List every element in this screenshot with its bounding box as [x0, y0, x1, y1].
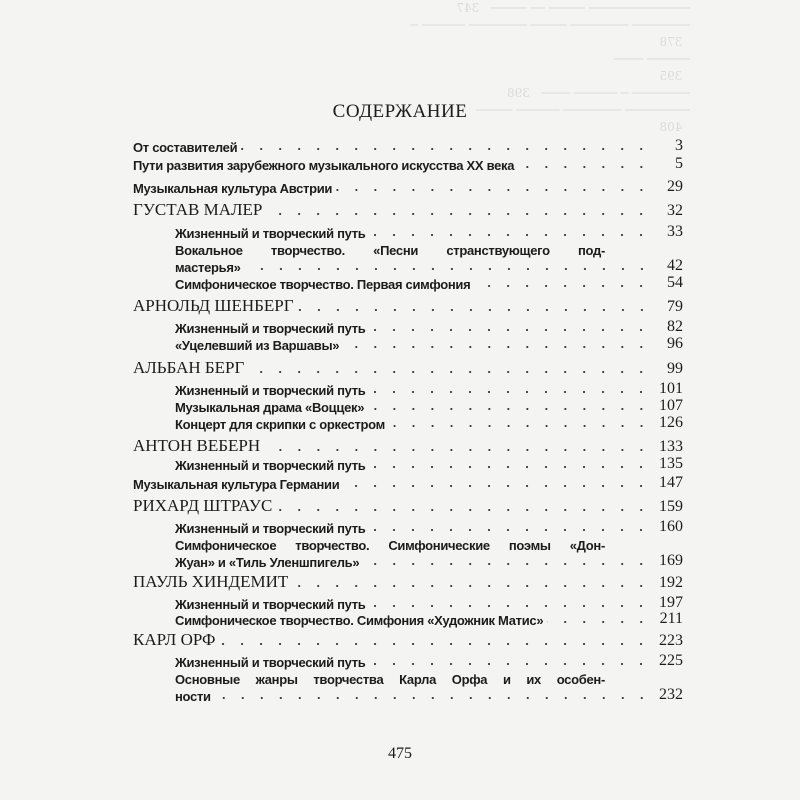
toc-entry-title: Вокальное творчество. «Песни странствующего под- — [175, 243, 605, 258]
toc-entry-title: Симфоническое творчество. Симфония «Художник Матис» — [175, 613, 544, 628]
toc-entry-title: Симфоническое творчество. Первая симфония — [175, 277, 471, 292]
toc-entry-page: 126 — [659, 414, 683, 431]
dot-leader — [474, 284, 651, 288]
toc-entry-title: ГУСТАВ МАЛЕР — [133, 200, 263, 219]
dot-leader — [547, 620, 651, 624]
dot-leader — [369, 390, 651, 394]
dot-leader — [518, 165, 651, 169]
toc-entry-page: 79 — [667, 298, 683, 315]
toc-entry-title: Музыкальная культура Австрии — [133, 181, 333, 196]
toc-entry — [175, 455, 683, 473]
dot-leader — [266, 212, 651, 216]
toc-entry — [175, 223, 683, 241]
toc-entry-page: 5 — [675, 155, 683, 172]
dot-leader — [298, 308, 651, 312]
bleed-through-text: ────────────── ───── ── ───── 347 ──────── ──────── ───── ──────── ────── ─ 378 ────── ──── 395 ──────── ─ ────── ──── 398 ───────── ──────── ────── ───── 408 — [410, 1, 690, 134]
toc-entry — [133, 474, 683, 492]
toc-entry — [133, 178, 683, 196]
toc-entry-title: Жизненный и творческий путь — [175, 655, 366, 670]
toc-entry-page: 197 — [659, 594, 683, 611]
toc-entry — [175, 669, 683, 687]
toc-entry-page: 232 — [659, 686, 683, 703]
toc-entry-page: 192 — [659, 574, 683, 591]
toc-entry-title: Музыкальная драма «Воццек» — [175, 400, 365, 415]
toc-entry-page: 32 — [667, 202, 683, 219]
page-title: СОДЕРЖАНИЕ — [332, 101, 468, 122]
toc-entry — [133, 438, 683, 456]
dot-leader — [215, 696, 651, 700]
toc-entry-page: 3 — [675, 137, 683, 154]
dot-leader — [336, 188, 651, 192]
toc-entry-title: мастерья» — [175, 260, 241, 275]
toc-entry — [175, 552, 683, 570]
toc-entry — [133, 360, 683, 378]
toc-entry — [175, 686, 683, 704]
toc-entry-title: Жизненный и творческий путь — [175, 226, 366, 241]
dot-leader — [245, 267, 651, 271]
toc-entry-title: Основные жанры творчества Карла Орфа и их особен- — [175, 672, 605, 687]
toc-entry — [175, 414, 683, 432]
toc-entry-page: 99 — [667, 360, 683, 377]
toc-entry-title: Концерт для скрипки с оркестром — [175, 417, 385, 432]
toc-entry-title: РИХАРД ШТРАУС — [133, 496, 273, 515]
toc-entry-title: Жизненный и творческий путь — [175, 597, 366, 612]
toc-entry-title: Симфоническое творчество. Симфонические поэмы «Дон- — [175, 538, 605, 553]
toc-entry-title: Жизненный и творческий путь — [175, 383, 366, 398]
toc-entry — [133, 155, 683, 173]
toc-entry — [175, 318, 683, 336]
dot-leader — [389, 424, 651, 428]
toc-entry-page: 42 — [667, 257, 683, 274]
toc-entry — [175, 397, 683, 415]
toc-entry-page: 101 — [659, 380, 683, 397]
page-number: 475 — [388, 745, 412, 762]
dot-leader — [219, 642, 651, 646]
toc-entry-page: 82 — [667, 318, 683, 335]
toc-entry-title: КАРЛ ОРФ — [133, 630, 216, 649]
toc-entry — [133, 298, 683, 316]
dot-leader — [363, 562, 651, 566]
toc-entry-title: АНТОН ВЕБЕРН — [133, 436, 261, 455]
dot-leader — [369, 233, 651, 237]
toc-entry-page: 159 — [659, 498, 683, 515]
toc-entry — [175, 518, 683, 536]
toc-entry-title: Жизненный и творческий путь — [175, 321, 366, 336]
toc-entry — [133, 202, 683, 220]
toc-entry — [133, 137, 683, 155]
toc-entry — [175, 610, 683, 628]
toc-entry-page: 135 — [659, 455, 683, 472]
toc-entry — [133, 632, 683, 650]
toc-entry-title: От составителей — [133, 140, 238, 155]
toc-entry-title: ПАУЛЬ ХИНДЕМИТ — [133, 572, 289, 591]
toc-entry — [175, 240, 683, 258]
toc-entry-title: Жизненный и творческий путь — [175, 521, 366, 536]
toc-entry-title: АЛЬБАН БЕРГ — [133, 358, 245, 377]
toc-entry-page: 96 — [667, 335, 683, 352]
toc-entry-page: 107 — [659, 397, 683, 414]
dot-leader — [369, 328, 651, 332]
toc-entry-page: 223 — [659, 632, 683, 649]
toc-entry — [133, 574, 683, 592]
toc-entry-title: «Уцелевший из Варшавы» — [175, 338, 340, 353]
dot-leader — [292, 584, 651, 588]
toc-entry-page: 33 — [667, 223, 683, 240]
dot-leader — [369, 528, 651, 532]
dot-leader — [241, 147, 651, 151]
toc-entry-page: 147 — [659, 474, 683, 491]
toc-entry — [175, 380, 683, 398]
toc-entry-page: 160 — [659, 518, 683, 535]
dot-leader — [369, 465, 651, 469]
toc-entry — [133, 498, 683, 516]
dot-leader — [264, 448, 651, 452]
toc-entry-page: 133 — [659, 438, 683, 455]
toc-entry-page: 54 — [667, 274, 683, 291]
dot-leader — [276, 508, 651, 512]
dot-leader — [369, 662, 651, 666]
toc-entry-title: Музыкальная культура Германии — [133, 477, 340, 492]
dot-leader — [343, 484, 651, 488]
toc-entry-title: АРНОЛЬД ШЕНБЕРГ — [133, 296, 294, 315]
toc-entry-title: Жуан» и «Тиль Уленшпигель» — [175, 555, 360, 570]
toc-entry-page: 225 — [659, 652, 683, 669]
dot-leader — [368, 407, 651, 411]
dot-leader — [343, 345, 651, 349]
toc-entry-page: 169 — [659, 552, 683, 569]
dot-leader — [369, 604, 651, 608]
toc-entry-page: 29 — [667, 178, 683, 195]
toc-entry-title: ности — [175, 689, 211, 704]
toc-entry-title: Жизненный и творческий путь — [175, 458, 366, 473]
toc-entry — [175, 335, 683, 353]
toc-entry — [175, 535, 683, 553]
toc-entry — [175, 257, 683, 275]
toc-entry-title: Пути развития зарубежного музыкального искусства XX века — [133, 158, 515, 173]
toc-entry — [175, 652, 683, 670]
toc-entry — [175, 274, 683, 292]
toc-entry-page: 211 — [659, 610, 683, 627]
dot-leader — [248, 370, 651, 374]
